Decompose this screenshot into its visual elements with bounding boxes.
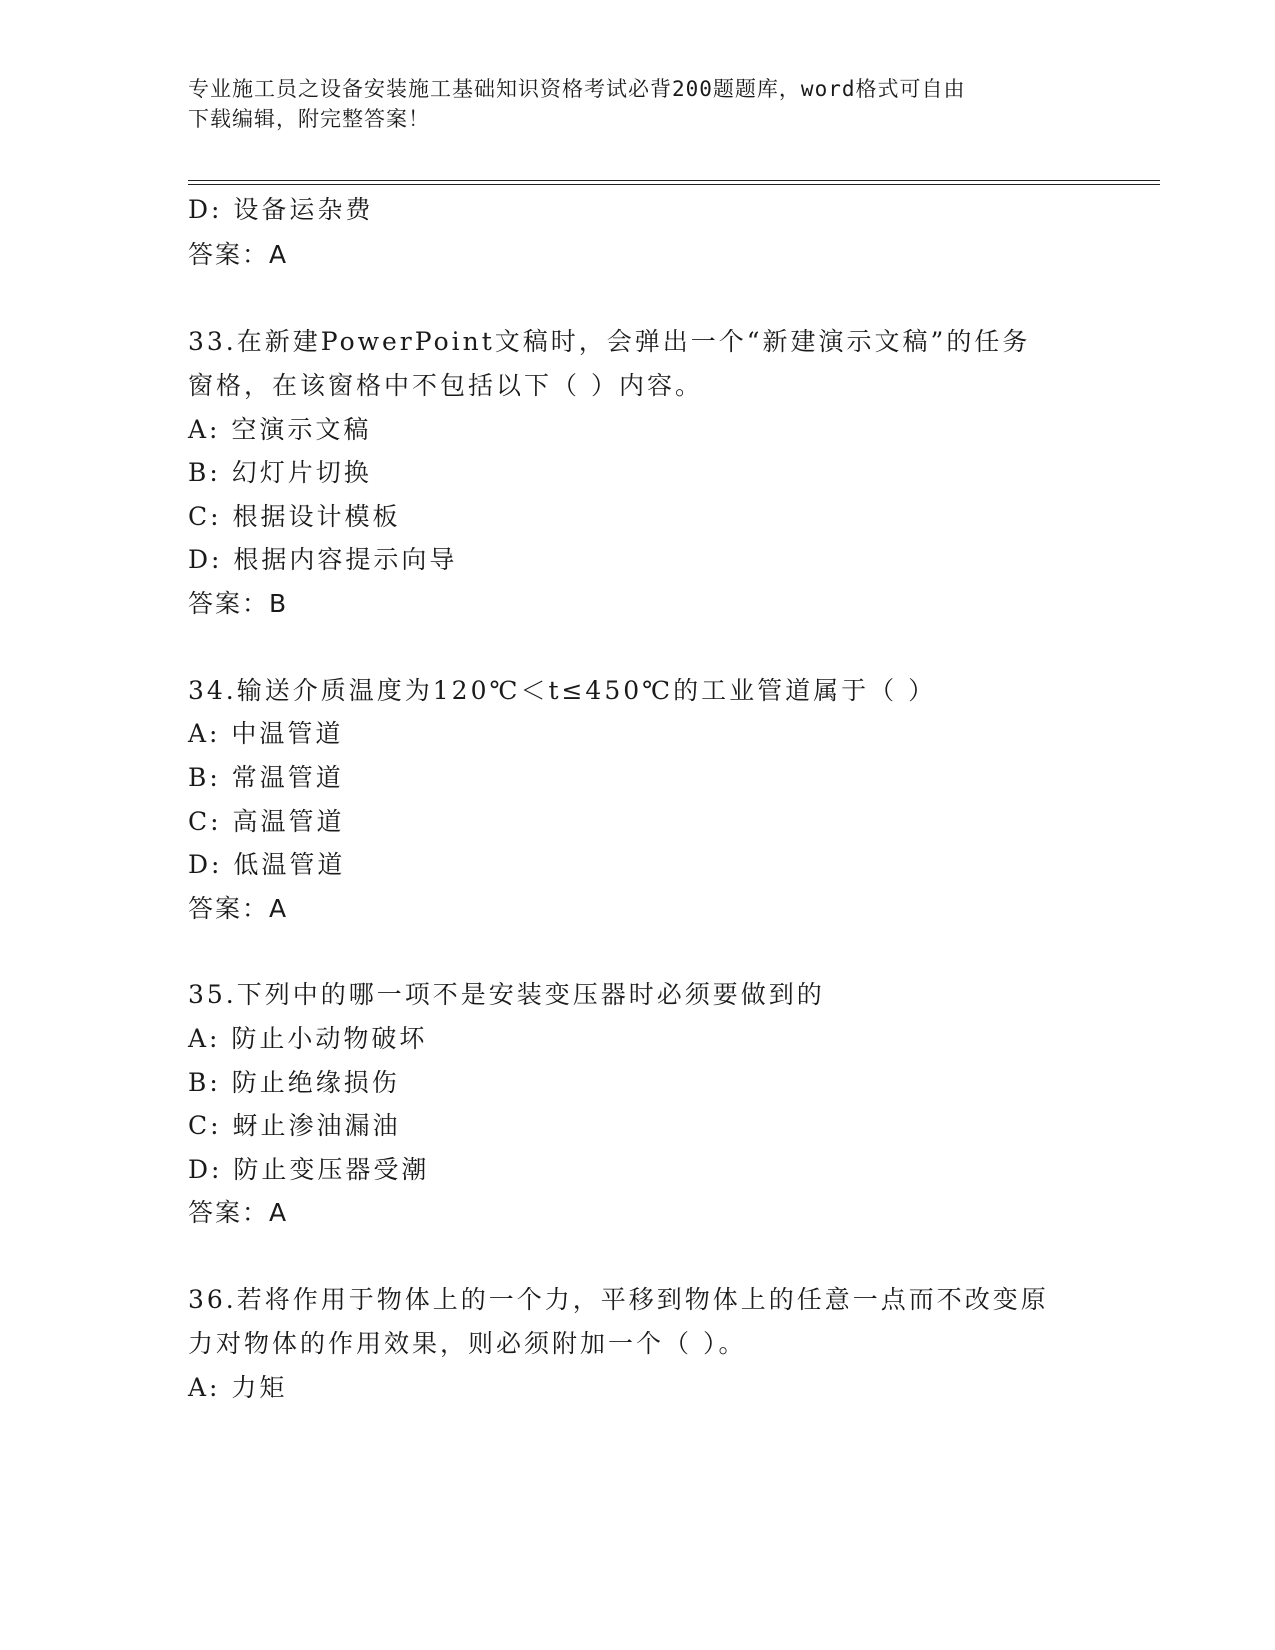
q33-option-c: C: 根据设计模板	[188, 502, 401, 531]
q34-option-d: D: 低温管道	[188, 850, 346, 879]
q33-option-d: D: 根据内容提示向导	[188, 545, 458, 574]
q36-stem-line-1: 36.若将作用于物体上的一个力，平移到物体上的任意一点而不改变原	[188, 1285, 1049, 1314]
header-divider-bottom	[188, 184, 1160, 185]
q32-option-d: D: 设备运杂费	[188, 195, 374, 224]
header-divider-top	[188, 180, 1160, 181]
q33-stem-line-2: 窗格，在该窗格中不包括以下（ ）内容。	[188, 371, 703, 400]
q33-stem-line-1: 33.在新建PowerPoint文稿时，会弹出一个“新建演示文稿”的任务	[188, 327, 1031, 356]
q32-answer: 答案：A	[188, 240, 289, 269]
q34-option-c: C: 高温管道	[188, 807, 345, 836]
q36-stem-line-2: 力对物体的作用效果，则必须附加一个（ ）。	[188, 1329, 747, 1358]
q35-answer: 答案：A	[188, 1198, 289, 1227]
q33-answer: 答案：B	[188, 589, 289, 618]
document-header	[188, 74, 1088, 134]
header-title-line-2: 下载编辑，附完整答案！	[188, 107, 430, 131]
q33-option-a: A: 空演示文稿	[188, 415, 372, 444]
q35-option-a: A: 防止小动物破坏	[188, 1024, 428, 1053]
q35-option-d: D: 防止变压器受潮	[188, 1155, 430, 1184]
q36-option-a: A: 力矩	[188, 1373, 288, 1402]
q33-option-b: B: 幻灯片切换	[188, 458, 372, 487]
q34-answer: 答案：A	[188, 894, 289, 923]
q35-stem-line-1: 35.下列中的哪一项不是安装变压器时必须要做到的	[188, 980, 825, 1009]
q34-option-b: B: 常温管道	[188, 763, 344, 792]
q35-option-c: C: 蚜止渗油漏油	[188, 1111, 401, 1140]
header-title-line-1: 专业施工员之设备安装施工基础知识资格考试必背200题题库，word格式可自由	[188, 77, 966, 101]
q34-option-a: A: 中温管道	[188, 719, 344, 748]
q34-stem-line-1: 34.输送介质温度为120℃＜t≤450℃的工业管道属于（ ）	[188, 676, 937, 705]
q35-option-b: B: 防止绝缘损伤	[188, 1068, 400, 1097]
